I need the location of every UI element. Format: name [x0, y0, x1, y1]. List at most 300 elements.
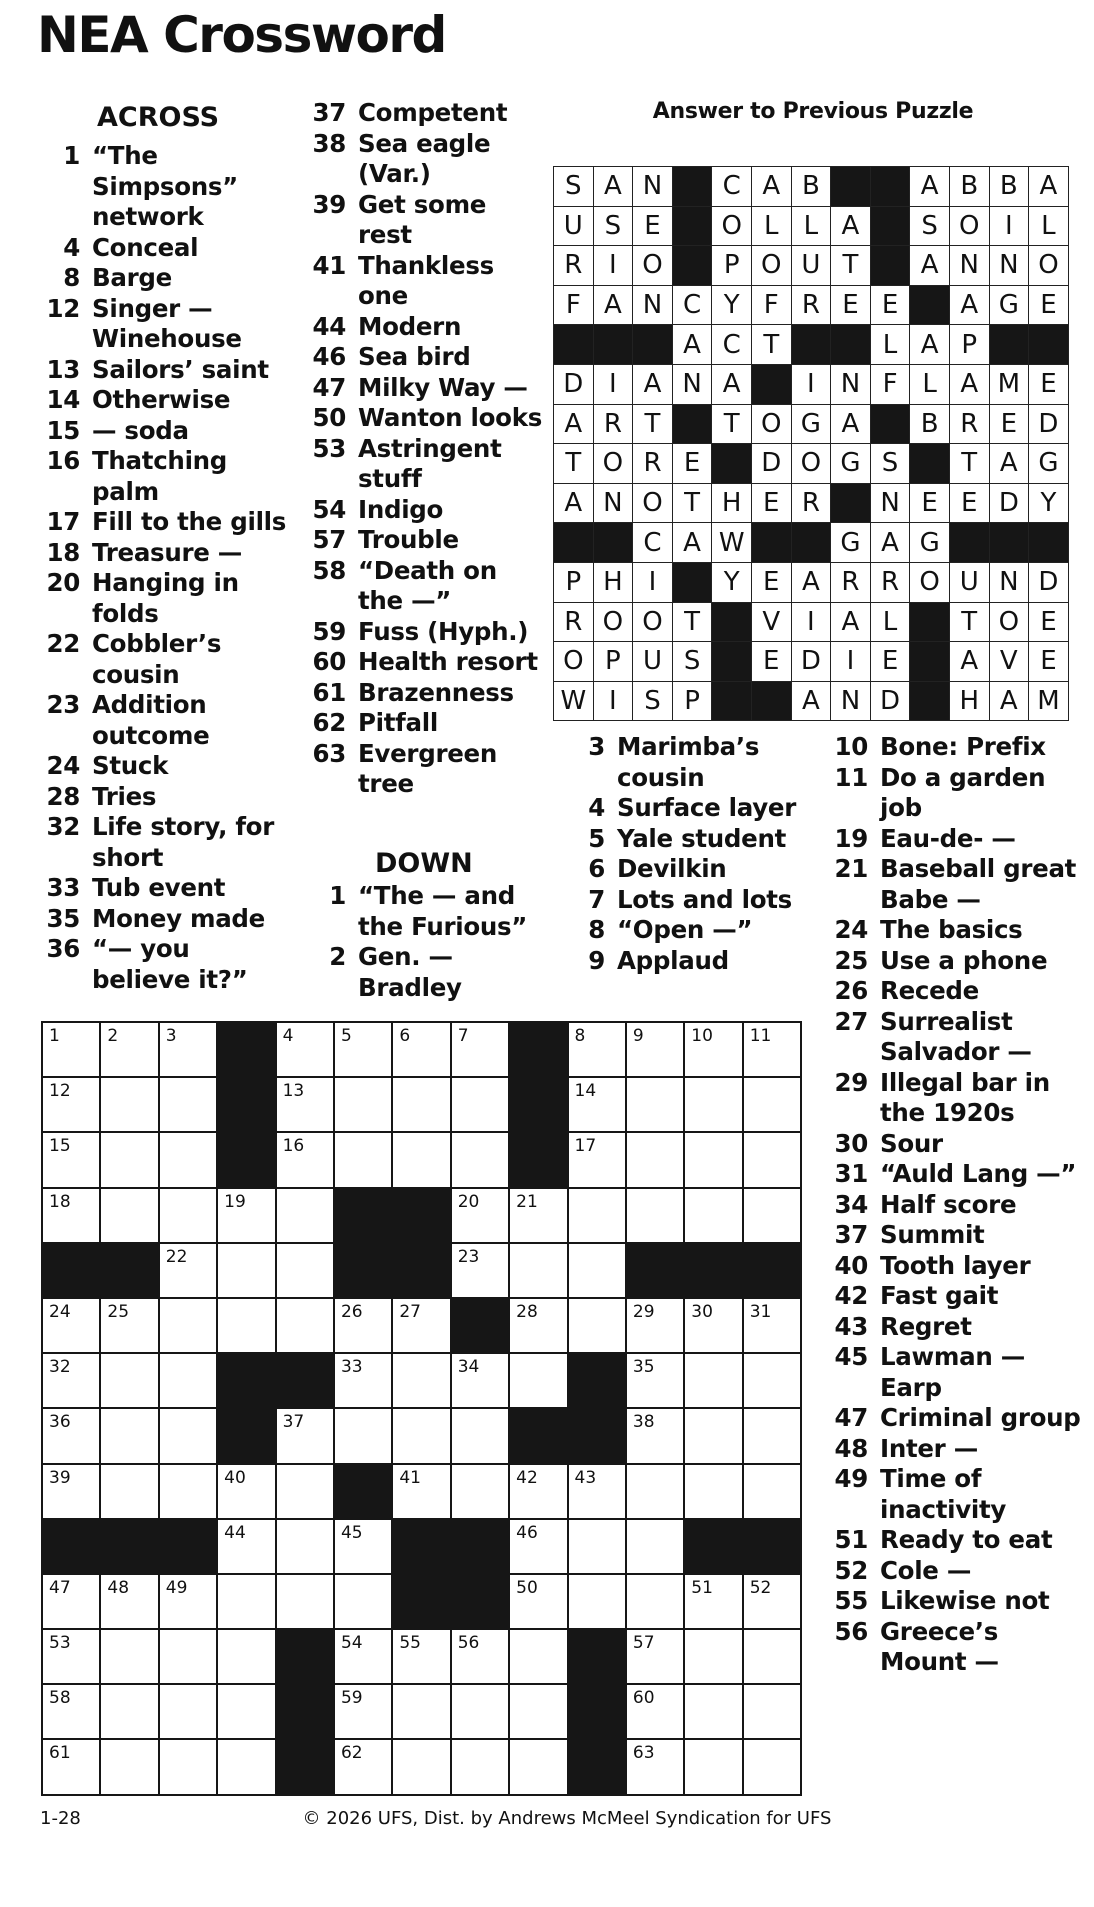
grid-cell[interactable] — [451, 1739, 509, 1794]
clue-item — [44, 538, 291, 569]
grid-cell[interactable] — [42, 1077, 100, 1132]
grid-cell[interactable] — [451, 1629, 509, 1684]
cell-number: 20 — [457, 1191, 480, 1212]
grid-cell[interactable] — [100, 1298, 158, 1353]
grid-cell[interactable] — [276, 1519, 334, 1574]
grid-cell[interactable] — [743, 1077, 801, 1132]
cell-number: 24 — [49, 1301, 71, 1322]
grid-cell[interactable] — [743, 1022, 801, 1077]
answer-letter: R — [554, 246, 594, 286]
answer-letter: T — [554, 444, 594, 484]
grid-cell[interactable] — [568, 1022, 626, 1077]
answer-letter: T — [712, 404, 752, 444]
clue-item — [44, 812, 291, 873]
grid-cell[interactable] — [568, 1298, 626, 1353]
answer-letter: A — [593, 167, 633, 207]
grid-cell[interactable] — [334, 1408, 392, 1463]
answer-letter: E — [949, 483, 989, 523]
clue-item — [44, 873, 291, 904]
black-square — [910, 681, 950, 721]
grid-cell[interactable] — [334, 1353, 392, 1408]
grid-cell[interactable] — [684, 1188, 742, 1243]
answer-letter: R — [633, 444, 673, 484]
grid-cell[interactable] — [626, 1408, 684, 1463]
grid-cell[interactable] — [743, 1629, 801, 1684]
grid-cell[interactable] — [626, 1739, 684, 1794]
grid-cell[interactable] — [334, 1684, 392, 1739]
grid-cell[interactable] — [626, 1629, 684, 1684]
grid-cell[interactable] — [42, 1353, 100, 1408]
answer-letter: N — [831, 681, 871, 721]
grid-cell[interactable] — [217, 1629, 275, 1684]
grid-cell[interactable] — [217, 1243, 275, 1298]
grid-cell[interactable] — [509, 1684, 567, 1739]
grid-cell[interactable] — [276, 1022, 334, 1077]
grid-cell[interactable] — [743, 1408, 801, 1463]
grid-cell[interactable] — [100, 1574, 158, 1629]
clue-item — [820, 1464, 1082, 1525]
clue-text: Sea bird — [358, 342, 471, 371]
grid-cell[interactable] — [276, 1574, 334, 1629]
answer-letter: A — [593, 285, 633, 325]
answer-letter: G — [831, 523, 871, 563]
grid-cell[interactable] — [392, 1408, 450, 1463]
clue-item — [820, 1190, 1082, 1221]
answer-letter: S — [554, 167, 594, 207]
clue-number: 20 — [46, 568, 80, 597]
clue-item — [44, 568, 291, 629]
cell-number: 45 — [340, 1522, 363, 1543]
clue-text: “Auld Lang —” — [880, 1159, 1077, 1188]
clue-number: 46 — [312, 342, 346, 371]
grid-cell[interactable] — [334, 1574, 392, 1629]
clue-item — [820, 763, 1082, 824]
black-square — [334, 1243, 392, 1298]
clue-text: Evergreen tree — [358, 738, 498, 798]
grid-cell[interactable] — [392, 1464, 450, 1519]
grid-cell[interactable] — [509, 1298, 567, 1353]
black-square — [509, 1132, 567, 1187]
answer-letter: B — [949, 167, 989, 207]
clue-text: Sailors’ saint — [92, 354, 269, 384]
grid-cell[interactable] — [42, 1022, 100, 1077]
answer-letter: U — [554, 206, 594, 246]
black-square — [568, 1353, 626, 1408]
clue-number: 26 — [834, 976, 868, 1005]
answer-letter: L — [870, 602, 910, 642]
clue-text: Life story, for short — [92, 812, 275, 872]
grid-cell[interactable] — [217, 1519, 275, 1574]
answer-letter: H — [593, 562, 633, 602]
grid-cell[interactable] — [626, 1574, 684, 1629]
grid-cell[interactable] — [159, 1408, 217, 1463]
answer-letter: E — [1029, 285, 1069, 325]
clue-item — [563, 732, 809, 793]
black-square — [217, 1132, 275, 1187]
clue-number: 53 — [312, 433, 346, 463]
grid-cell[interactable] — [684, 1353, 742, 1408]
answer-letter: R — [593, 404, 633, 444]
clue-text: Conceal — [92, 232, 199, 262]
grid-cell[interactable] — [159, 1464, 217, 1519]
grid-cell[interactable] — [451, 1132, 509, 1187]
black-square — [684, 1243, 742, 1298]
grid-cell[interactable] — [334, 1298, 392, 1353]
black-square — [910, 642, 950, 682]
black-square — [751, 364, 791, 404]
clue-text: Astringent stuff — [358, 433, 502, 493]
black-square — [751, 681, 791, 721]
grid-cell[interactable] — [743, 1298, 801, 1353]
grid-cell[interactable] — [684, 1298, 742, 1353]
grid-cell[interactable] — [334, 1739, 392, 1794]
grid-cell[interactable] — [626, 1464, 684, 1519]
copyright-notice: © 2026 UFS, Dist. by Andrews McMeel Syndication for UFS — [302, 1808, 832, 1829]
clue-number: 45 — [834, 1342, 868, 1371]
answer-letter: S — [672, 642, 712, 682]
clue-text: Addition outcome — [92, 690, 210, 750]
black-square — [910, 602, 950, 642]
answer-letter: T — [831, 246, 871, 286]
answer-letter: M — [1029, 681, 1069, 721]
clue-number: 12 — [46, 293, 80, 323]
cell-number: 6 — [399, 1026, 411, 1046]
answer-letter: A — [870, 523, 910, 563]
grid-cell[interactable] — [100, 1408, 158, 1463]
clue-text: Brazenness — [358, 677, 514, 707]
grid-cell[interactable] — [743, 1739, 801, 1794]
answer-letter: E — [870, 285, 910, 325]
clue-text: “Open —” — [617, 915, 753, 944]
grid-cell[interactable] — [217, 1739, 275, 1794]
black-square — [392, 1574, 450, 1629]
clue-item — [563, 793, 809, 824]
answer-letter: P — [593, 642, 633, 682]
grid-cell[interactable] — [684, 1022, 742, 1077]
clue-text: Tub event — [92, 873, 226, 902]
answer-letter: U — [633, 642, 673, 682]
clue-number: 49 — [834, 1464, 868, 1493]
clue-item — [44, 751, 291, 782]
answer-letter: D — [1029, 562, 1069, 602]
answer-letter: A — [672, 325, 712, 365]
answer-letter: D — [554, 364, 594, 404]
cell-number: 41 — [399, 1467, 421, 1488]
cell-number: 39 — [49, 1467, 71, 1488]
cell-number: 61 — [49, 1743, 71, 1764]
black-square — [392, 1188, 450, 1243]
clue-item — [44, 446, 291, 507]
grid-cell[interactable] — [743, 1353, 801, 1408]
grid-cell[interactable] — [100, 1188, 158, 1243]
black-square — [791, 325, 831, 365]
clue-number: 47 — [312, 372, 346, 402]
clue-item — [820, 976, 1082, 1007]
grid-cell[interactable] — [42, 1739, 100, 1794]
clue-item — [820, 1617, 1082, 1678]
grid-cell[interactable] — [509, 1574, 567, 1629]
grid-cell[interactable] — [743, 1464, 801, 1519]
grid-cell[interactable] — [217, 1464, 275, 1519]
grid-cell[interactable] — [217, 1684, 275, 1739]
grid-cell[interactable] — [159, 1629, 217, 1684]
grid-cell[interactable] — [684, 1408, 742, 1463]
clue-text: Tries — [92, 781, 157, 811]
grid-cell[interactable] — [509, 1629, 567, 1684]
grid-cell[interactable] — [568, 1519, 626, 1574]
answer-letter: E — [1029, 642, 1069, 682]
grid-cell[interactable] — [568, 1464, 626, 1519]
grid-cell[interactable] — [159, 1188, 217, 1243]
clue-number: 25 — [834, 945, 868, 975]
grid-cell[interactable] — [392, 1022, 450, 1077]
grid-cell[interactable] — [509, 1519, 567, 1574]
grid-cell[interactable] — [159, 1077, 217, 1132]
grid-cell[interactable] — [42, 1298, 100, 1353]
grid-cell[interactable] — [276, 1408, 334, 1463]
grid-cell[interactable] — [626, 1188, 684, 1243]
grid-cell[interactable] — [626, 1077, 684, 1132]
grid-cell[interactable] — [42, 1629, 100, 1684]
grid-cell[interactable] — [276, 1132, 334, 1187]
cell-number: 33 — [340, 1357, 363, 1378]
grid-cell[interactable] — [451, 1022, 509, 1077]
grid-cell[interactable] — [100, 1464, 158, 1519]
grid-cell[interactable] — [159, 1243, 217, 1298]
answer-letter: A — [672, 523, 712, 563]
clue-text: Stuck — [92, 751, 169, 780]
clue-number: 52 — [834, 1555, 868, 1585]
clue-text: Eau-de- — — [880, 823, 1016, 853]
grid-cell[interactable] — [159, 1132, 217, 1187]
grid-cell[interactable] — [159, 1684, 217, 1739]
grid-cell[interactable] — [451, 1077, 509, 1132]
clue-number: 41 — [312, 250, 346, 280]
answer-letter: A — [791, 681, 831, 721]
black-square — [831, 325, 871, 365]
grid-cell[interactable] — [334, 1132, 392, 1187]
clue-text: Do a garden job — [880, 762, 1046, 822]
grid-cell[interactable] — [100, 1077, 158, 1132]
black-square — [392, 1243, 450, 1298]
answer-letter: T — [949, 602, 989, 642]
grid-cell[interactable] — [568, 1243, 626, 1298]
grid-cell[interactable] — [42, 1684, 100, 1739]
grid-cell[interactable] — [100, 1022, 158, 1077]
clue-item — [820, 1068, 1082, 1129]
grid-cell[interactable] — [42, 1408, 100, 1463]
clue-number: 24 — [834, 915, 868, 944]
black-square — [334, 1464, 392, 1519]
answer-letter: O — [751, 404, 791, 444]
grid-cell[interactable] — [509, 1188, 567, 1243]
grid-cell[interactable] — [100, 1132, 158, 1187]
answer-letter: T — [949, 444, 989, 484]
grid-cell[interactable] — [392, 1629, 450, 1684]
puzzle-date: 1-28 — [40, 1808, 81, 1829]
grid-cell[interactable] — [684, 1629, 742, 1684]
grid-cell[interactable] — [392, 1353, 450, 1408]
down-clues-col3 — [563, 732, 809, 976]
clue-item — [820, 1525, 1082, 1556]
clue-number: 30 — [834, 1128, 868, 1158]
grid-cell[interactable] — [276, 1243, 334, 1298]
clue-number: 47 — [834, 1403, 868, 1432]
clue-text: Lawman — Earp — [880, 1342, 1025, 1402]
grid-cell[interactable] — [100, 1629, 158, 1684]
grid-cell[interactable] — [684, 1574, 742, 1629]
clue-item — [44, 263, 291, 294]
clue-number: 29 — [834, 1067, 868, 1097]
black-square — [451, 1574, 509, 1629]
grid-cell[interactable] — [568, 1132, 626, 1187]
cell-number: 12 — [49, 1081, 71, 1102]
grid-cell[interactable] — [568, 1574, 626, 1629]
cell-number: 10 — [691, 1026, 713, 1046]
grid-cell[interactable] — [392, 1077, 450, 1132]
grid-cell[interactable] — [626, 1353, 684, 1408]
cell-number: 13 — [282, 1081, 305, 1102]
grid-cell[interactable] — [684, 1739, 742, 1794]
grid-cell[interactable] — [568, 1077, 626, 1132]
clue-text: Ready to eat — [880, 1525, 1053, 1554]
grid-cell[interactable] — [451, 1243, 509, 1298]
grid-cell[interactable] — [334, 1077, 392, 1132]
grid-cell[interactable] — [392, 1684, 450, 1739]
grid-cell[interactable] — [743, 1574, 801, 1629]
answer-letter: O — [633, 483, 673, 523]
cell-number: 17 — [574, 1136, 597, 1157]
grid-cell[interactable] — [159, 1574, 217, 1629]
answer-letter: A — [1029, 167, 1069, 207]
grid-cell[interactable] — [159, 1353, 217, 1408]
down-heading: DOWN — [375, 848, 473, 879]
grid-cell[interactable] — [626, 1519, 684, 1574]
grid-cell[interactable] — [392, 1739, 450, 1794]
grid-cell[interactable] — [568, 1188, 626, 1243]
grid-cell[interactable] — [100, 1684, 158, 1739]
cell-number: 62 — [340, 1743, 363, 1764]
answer-puzzle-title: Answer to Previous Puzzle — [652, 99, 974, 124]
answer-letter: N — [989, 562, 1029, 602]
grid-cell[interactable] — [42, 1188, 100, 1243]
grid-cell[interactable] — [626, 1684, 684, 1739]
answer-letter: P — [554, 562, 594, 602]
black-square — [217, 1022, 275, 1077]
grid-cell[interactable] — [159, 1739, 217, 1794]
grid-cell[interactable] — [509, 1243, 567, 1298]
grid-cell[interactable] — [684, 1464, 742, 1519]
cell-number: 5 — [340, 1026, 352, 1046]
black-square — [712, 642, 752, 682]
clue-number: 38 — [312, 128, 346, 158]
grid-cell[interactable] — [217, 1298, 275, 1353]
clue-item — [44, 690, 291, 751]
grid-cell[interactable] — [42, 1464, 100, 1519]
grid-cell[interactable] — [392, 1298, 450, 1353]
clue-item — [304, 251, 544, 312]
grid-cell[interactable] — [334, 1022, 392, 1077]
clue-item — [44, 141, 291, 233]
black-square — [626, 1243, 684, 1298]
cell-number: 18 — [49, 1191, 71, 1212]
clue-item — [563, 946, 809, 977]
answer-letter: D — [1029, 404, 1069, 444]
grid-cell[interactable] — [626, 1022, 684, 1077]
grid-cell[interactable] — [684, 1684, 742, 1739]
grid-cell[interactable] — [743, 1188, 801, 1243]
cell-number: 46 — [516, 1522, 538, 1543]
cell-number: 49 — [165, 1577, 188, 1598]
grid-cell[interactable] — [684, 1077, 742, 1132]
cell-number: 47 — [49, 1577, 71, 1598]
grid-cell[interactable] — [276, 1188, 334, 1243]
grid-cell[interactable] — [509, 1739, 567, 1794]
clue-number: 57 — [312, 525, 346, 554]
black-square — [593, 523, 633, 563]
answer-letter: A — [554, 483, 594, 523]
answer-letter: L — [910, 364, 950, 404]
clue-item — [44, 355, 291, 386]
grid-cell[interactable] — [100, 1739, 158, 1794]
grid-cell[interactable] — [451, 1408, 509, 1463]
black-square — [870, 246, 910, 286]
black-square — [949, 523, 989, 563]
grid-cell[interactable] — [451, 1188, 509, 1243]
clue-text: — soda — [92, 415, 189, 445]
grid-cell[interactable] — [42, 1132, 100, 1187]
grid-cell[interactable] — [451, 1353, 509, 1408]
answer-letter: E — [1029, 364, 1069, 404]
grid-cell[interactable] — [626, 1132, 684, 1187]
grid-cell[interactable] — [334, 1629, 392, 1684]
answer-letter: F — [870, 364, 910, 404]
grid-cell[interactable] — [159, 1022, 217, 1077]
answer-letter: N — [633, 167, 673, 207]
grid-cell[interactable] — [276, 1464, 334, 1519]
grid-cell[interactable] — [100, 1353, 158, 1408]
grid-cell[interactable] — [509, 1464, 567, 1519]
clue-number: 27 — [834, 1006, 868, 1036]
cell-number: 29 — [632, 1301, 655, 1322]
grid-cell[interactable] — [743, 1684, 801, 1739]
black-square — [684, 1519, 742, 1574]
grid-cell[interactable] — [276, 1077, 334, 1132]
clue-text: Half score — [880, 1189, 1017, 1219]
grid-cell[interactable] — [451, 1464, 509, 1519]
grid-cell[interactable] — [334, 1519, 392, 1574]
black-square — [672, 246, 712, 286]
grid-cell[interactable] — [451, 1684, 509, 1739]
grid-cell[interactable] — [276, 1298, 334, 1353]
grid-cell[interactable] — [42, 1574, 100, 1629]
grid-cell[interactable] — [743, 1132, 801, 1187]
grid-cell[interactable] — [626, 1298, 684, 1353]
grid-cell[interactable] — [509, 1353, 567, 1408]
clue-text: Regret — [880, 1311, 972, 1341]
clue-number: 5 — [588, 823, 605, 853]
grid-cell[interactable] — [159, 1298, 217, 1353]
grid-cell[interactable] — [684, 1132, 742, 1187]
clue-item — [304, 495, 544, 526]
grid-cell[interactable] — [217, 1188, 275, 1243]
black-square — [672, 206, 712, 246]
grid-cell[interactable] — [392, 1132, 450, 1187]
clue-number: 15 — [46, 415, 80, 445]
grid-cell[interactable] — [217, 1574, 275, 1629]
answer-letter: G — [910, 523, 950, 563]
black-square — [100, 1243, 158, 1298]
